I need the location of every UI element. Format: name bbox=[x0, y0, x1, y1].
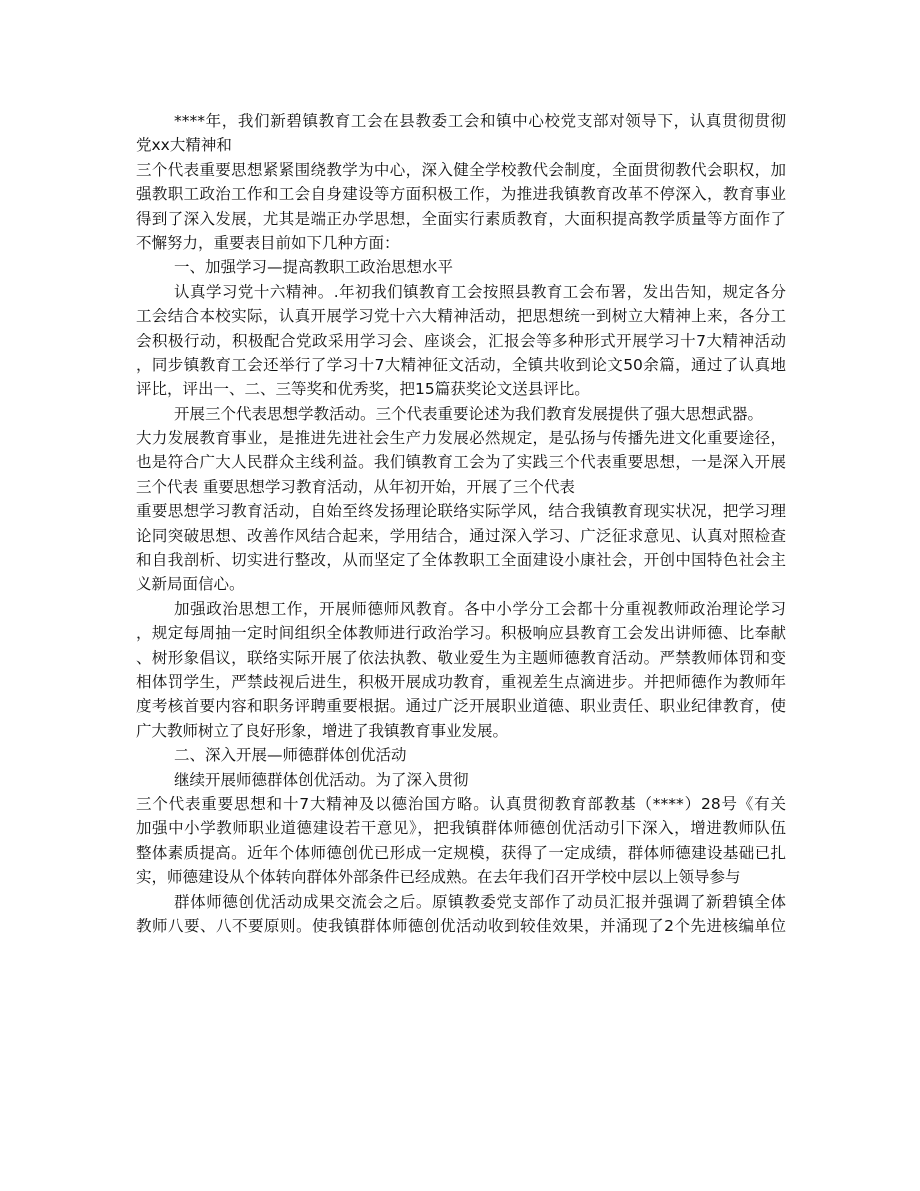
text-line: 度考核首要内容和职务评聘重要根据。通过广泛开展职业道德、职业责任、职业纪律教育，使 bbox=[136, 697, 786, 716]
text-line: 整体素质提高。近年个体师德创优已形成一定规模，获得了一定成绩，群体师德建设基础已扎 bbox=[136, 843, 786, 862]
text-line: 不懈努力，重要表目前如下几种方面： bbox=[136, 233, 400, 252]
text-line: 教师八要、八不要原则。使我镇群体师德创优活动收到较佳效果，并涌现了2个先进核编单位 bbox=[136, 916, 786, 935]
text-line: 工会结合本校实际，认真开展学习党十六大精神活动，把思想统一到树立大精神上来，各分工 bbox=[136, 307, 786, 326]
text-line: 党xx大精神和 bbox=[136, 136, 232, 155]
text-line: ****年，我们新碧镇教育工会在县教委工会和镇中心校党支部对领导下，认真贯彻贯彻 bbox=[174, 112, 786, 130]
text-line: ，同步镇教育工会还举行了学习十7大精神征文活动，全镇共收到论文50余篇，通过了认真地 bbox=[136, 355, 786, 374]
text-line: 三个代表 重要思想学习教育活动，从年初开始，开展了三个代表 bbox=[136, 477, 575, 496]
document-body bbox=[136, 109, 786, 938]
text-line: 三个代表重要思想紧紧围绕教学为中心，深入健全学校教代会制度，全面贯彻教代会职权，加 bbox=[136, 160, 786, 179]
text-line: 加强政治思想工作，开展师德师风教育。各中小学分工会都十分重视教师政治理论学习 bbox=[174, 599, 786, 618]
text-line: 义新局面信心。 bbox=[136, 575, 245, 594]
text-line: 广大教师树立了良好形象，增进了我镇教育事业发展。 bbox=[136, 721, 509, 740]
text-line: 继续开展师德群体创优活动。为了深入贯彻 bbox=[174, 770, 469, 789]
text-line: 、树形象倡议，联络实际开展了依法执教、敬业爱生为主题师德教育活动。严禁教师体罚和变 bbox=[136, 648, 786, 667]
text-line: 相体罚学生，严禁歧视后进生，积极开展成功教育，重视差生点滴进步。并把师德作为教师年 bbox=[136, 672, 786, 691]
text-line: 群体师德创优活动成果交流会之后。原镇教委党支部作了动员汇报并强调了新碧镇全体 bbox=[174, 892, 786, 911]
text-line: 三个代表重要思想和十7大精神及以德治国方略。认真贯彻教育部教基（****）28号《有关 bbox=[136, 794, 786, 813]
text-line: 加强中小学教师职业道德建设若干意见》，把我镇群体师德创优活动引下深入，增进教师队伍 bbox=[136, 819, 786, 838]
text-line: 也是符合广大人民群众主线利益。我们镇教育工会为了实践三个代表重要思想，一是深入开展 bbox=[136, 453, 786, 472]
text-line: 和自我剖析、切实进行整改，从而坚定了全体教职工全面建设小康社会，开创中国特色社会主 bbox=[136, 551, 786, 570]
text-line: 评比，评出一、二、三等奖和优秀奖，把15篇获奖论文送县评比。 bbox=[136, 380, 590, 399]
text-line: 大力发展教育事业，是推进先进社会生产力发展必然规定，是弘扬与传播先进文化重要途径， bbox=[136, 429, 786, 448]
text-line: ，规定每周抽一定时间组织全体教师进行政治学习。积极响应县教育工会发出讲师德、比奉献 bbox=[136, 624, 786, 643]
text-line: 认真学习党十六精神。.年初我们镇教育工会按照县教育工会布署，发出告知，规定各分 bbox=[174, 282, 786, 301]
text-line: 重要思想学习教育活动，自始至终发扬理论联络实际学风，结合我镇教育现实状况，把学习理 bbox=[136, 502, 786, 521]
text-line: 强教职工政治工作和工会自身建设等方面积极工作，为推进我镇教育改革不停深入，教育事业 bbox=[136, 185, 786, 204]
text-line: 实，师德建设从个体转向群体外部条件已经成熟。在去年我们召开学校中层以上领导参与 bbox=[136, 868, 741, 887]
text-line: 二、深入开展—师德群体创优活动 bbox=[174, 746, 407, 765]
text-line: 开展三个代表思想学教活动。三个代表重要论述为我们教育发展提供了强大思想武器。 bbox=[174, 404, 764, 423]
text-line: 会积极行动，积极配合党政采用学习会、座谈会，汇报会等多种形式开展学习十7大精神活动 bbox=[136, 331, 786, 350]
text-line: 一、加强学习—提高教职工政治思想水平 bbox=[174, 258, 454, 277]
text-line: 得到了深入发展，尤其是端正办学思想，全面实行素质教育，大面积提高教学质量等方面作了 bbox=[136, 209, 786, 228]
text-line: 论同突破思想、改善作风结合起来，学用结合，通过深入学习、广泛征求意见、认真对照检查 bbox=[136, 526, 786, 545]
